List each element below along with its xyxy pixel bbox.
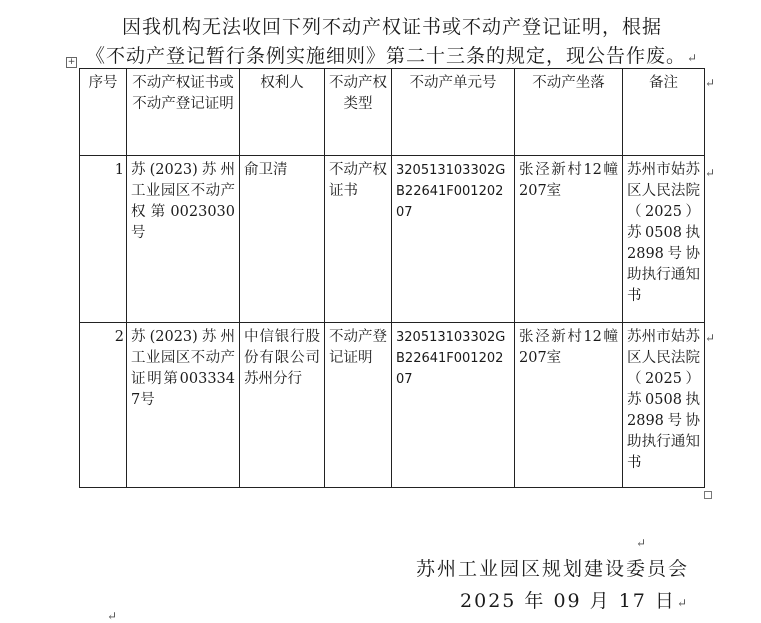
table-resize-handle-icon[interactable]	[704, 491, 712, 499]
table-row	[80, 323, 705, 488]
header-cell: 序号	[80, 69, 127, 156]
signature-org: 苏州工业园区规划建设委员会	[415, 558, 689, 580]
paragraph-mark-icon: ↵	[676, 596, 689, 610]
row-number: 1	[80, 156, 127, 323]
location-cell: 张泾新村12幢207室	[515, 156, 623, 323]
location-cell: 张泾新村12幢207室	[515, 323, 623, 488]
header-cell: 不动产权类型	[325, 69, 392, 156]
table-row	[80, 156, 705, 323]
type-cell: 不动产登记证明	[325, 323, 392, 488]
header-cell: 不动产权证书或不动产登记证明	[127, 69, 240, 156]
notice-line-1: 因我机构无法收回下列不动产权证书或不动产登记证明，根据	[122, 16, 663, 38]
cert-number-cell: 苏(2023)苏州工业园区不动产证明第0033347号	[127, 323, 240, 488]
row-end-mark-icon: ↵	[705, 166, 716, 180]
signature-date: 2025 年 09 月 17 日↵	[460, 590, 689, 612]
header-cell: 不动产单元号	[392, 69, 515, 156]
row-end-mark-icon: ↵	[705, 76, 716, 90]
row-number: 2	[80, 323, 127, 488]
unit-number-cell: 320513103302GB22641F00120207	[392, 323, 515, 488]
unit-number-cell: 320513103302GB22641F00120207	[392, 156, 515, 323]
type-cell: 不动产权证书	[325, 156, 392, 323]
paragraph-mark-icon: ↵	[687, 51, 699, 65]
row-end-mark-icon: ↵	[705, 331, 716, 345]
cert-number-cell: 苏(2023)苏州工业园区不动产权第0023030号	[127, 156, 240, 323]
paragraph-mark-icon: ↵	[107, 609, 118, 623]
header-cell: 备注	[623, 69, 705, 156]
notice-table	[79, 68, 705, 488]
table-move-handle-icon[interactable]: +	[67, 57, 76, 67]
note-cell: 苏州市姑苏区人民法院（2025）苏0508执2898号协助执行通知书	[623, 156, 705, 323]
holder-cell: 俞卫清	[240, 156, 325, 323]
notice-line-2: 《不动产登记暂行条例实施细则》第二十三条的规定，现公告作废。↵	[86, 45, 699, 67]
paragraph-mark-icon: ↵	[636, 536, 647, 550]
table-header-row	[80, 69, 705, 156]
header-cell: 不动产坐落	[515, 69, 623, 156]
header-cell: 权利人	[240, 69, 325, 156]
note-cell: 苏州市姑苏区人民法院（2025）苏0508执2898号协助执行通知书	[623, 323, 705, 488]
holder-cell: 中信银行股份有限公司苏州分行	[240, 323, 325, 488]
